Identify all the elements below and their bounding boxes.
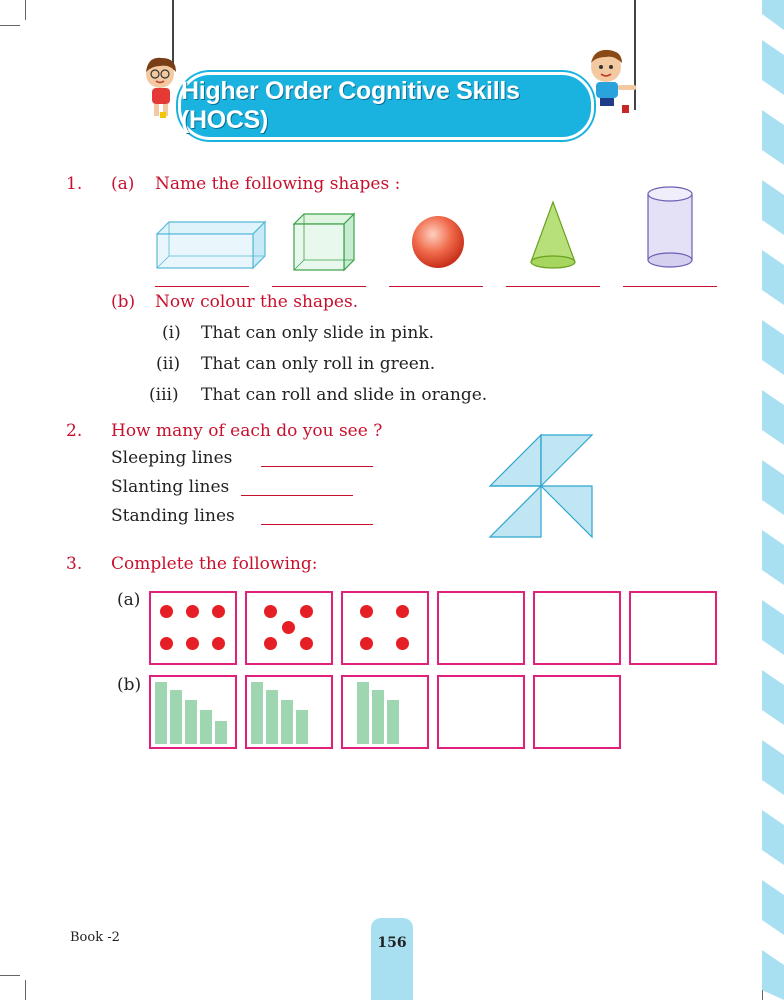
bar xyxy=(215,721,227,744)
page-title: Higher Order Cognitive Skills (HOCS) xyxy=(181,77,520,134)
answer-blank-cuboid[interactable] xyxy=(155,286,249,287)
dot xyxy=(300,637,313,650)
sleeping-lines-blank[interactable] xyxy=(261,466,373,467)
q1b-item-text: That can only slide in pink. xyxy=(201,323,435,343)
q3a-label: (a) xyxy=(117,590,141,610)
q1b-label: (b) xyxy=(111,292,136,312)
q1a-text: Name the following shapes : xyxy=(155,174,401,194)
dot xyxy=(360,637,373,650)
pattern-box xyxy=(245,675,333,749)
dot xyxy=(264,637,277,650)
bar xyxy=(296,710,308,744)
line-count-label: Standing lines xyxy=(111,506,235,526)
q3-number: 3. xyxy=(66,554,83,574)
answer-blank-cube[interactable] xyxy=(272,286,366,287)
q1b-item-label: (ii) xyxy=(156,354,181,374)
cube-shape xyxy=(290,212,358,272)
answer-blank-sphere[interactable] xyxy=(389,286,483,287)
bar xyxy=(357,682,369,744)
q1b-item-text: That can only roll in green. xyxy=(201,354,436,374)
pattern-box xyxy=(149,591,237,665)
pattern-box xyxy=(341,675,429,749)
bar xyxy=(387,700,399,744)
dot xyxy=(212,605,225,618)
dot xyxy=(186,605,199,618)
dot xyxy=(264,605,277,618)
pattern-box xyxy=(149,675,237,749)
dot xyxy=(282,621,295,634)
q1b-item-label: (i) xyxy=(162,323,181,343)
dot xyxy=(186,637,199,650)
page-edge-stripe xyxy=(748,0,784,1000)
hocs-banner xyxy=(178,72,594,140)
dot xyxy=(360,605,373,618)
empty-answer-box[interactable] xyxy=(437,591,525,665)
cylinder-shape xyxy=(644,184,696,272)
empty-answer-box[interactable] xyxy=(533,675,621,749)
answer-blank-cone[interactable] xyxy=(506,286,600,287)
slanting-lines-blank[interactable] xyxy=(241,495,353,496)
bar xyxy=(251,682,263,744)
bar xyxy=(372,690,384,744)
pattern-box xyxy=(341,591,429,665)
dot xyxy=(396,605,409,618)
q1b-item-text: That can roll and slide in orange. xyxy=(201,385,488,405)
q3b-label: (b) xyxy=(117,675,142,695)
dot xyxy=(160,605,173,618)
bar xyxy=(185,700,197,744)
line-count-label: Sleeping lines xyxy=(111,448,233,468)
cuboid-shape xyxy=(155,218,267,270)
q2-text: How many of each do you see ? xyxy=(111,421,383,441)
q1-number: 1. xyxy=(66,174,83,194)
bar xyxy=(200,710,212,744)
pattern-box xyxy=(245,591,333,665)
dot xyxy=(212,637,225,650)
q1b-item-label: (iii) xyxy=(149,385,179,405)
pinwheel-figure xyxy=(488,433,594,539)
q1b-text: Now colour the shapes. xyxy=(155,292,359,312)
crop-mark xyxy=(25,980,26,1000)
empty-answer-box[interactable] xyxy=(533,591,621,665)
bar xyxy=(170,690,182,744)
bar xyxy=(281,700,293,744)
crop-mark xyxy=(0,25,20,26)
q1a-label: (a) xyxy=(111,174,135,194)
empty-answer-box[interactable] xyxy=(629,591,717,665)
dot xyxy=(396,637,409,650)
book-label: Book -2 xyxy=(70,930,120,945)
crop-mark xyxy=(0,975,20,976)
line-count-label: Slanting lines xyxy=(111,477,230,497)
q3-text: Complete the following: xyxy=(111,554,318,574)
crop-mark xyxy=(25,0,26,20)
cone-shape xyxy=(525,200,581,272)
standing-lines-blank[interactable] xyxy=(261,524,373,525)
bar xyxy=(266,690,278,744)
bar xyxy=(155,682,167,744)
page-number: 156 xyxy=(377,935,407,951)
sphere-shape xyxy=(408,214,468,270)
dot xyxy=(300,605,313,618)
page-number-tab xyxy=(371,918,413,1000)
dot xyxy=(160,637,173,650)
q2-number: 2. xyxy=(66,421,83,441)
answer-blank-cylinder[interactable] xyxy=(623,286,717,287)
empty-answer-box[interactable] xyxy=(437,675,525,749)
